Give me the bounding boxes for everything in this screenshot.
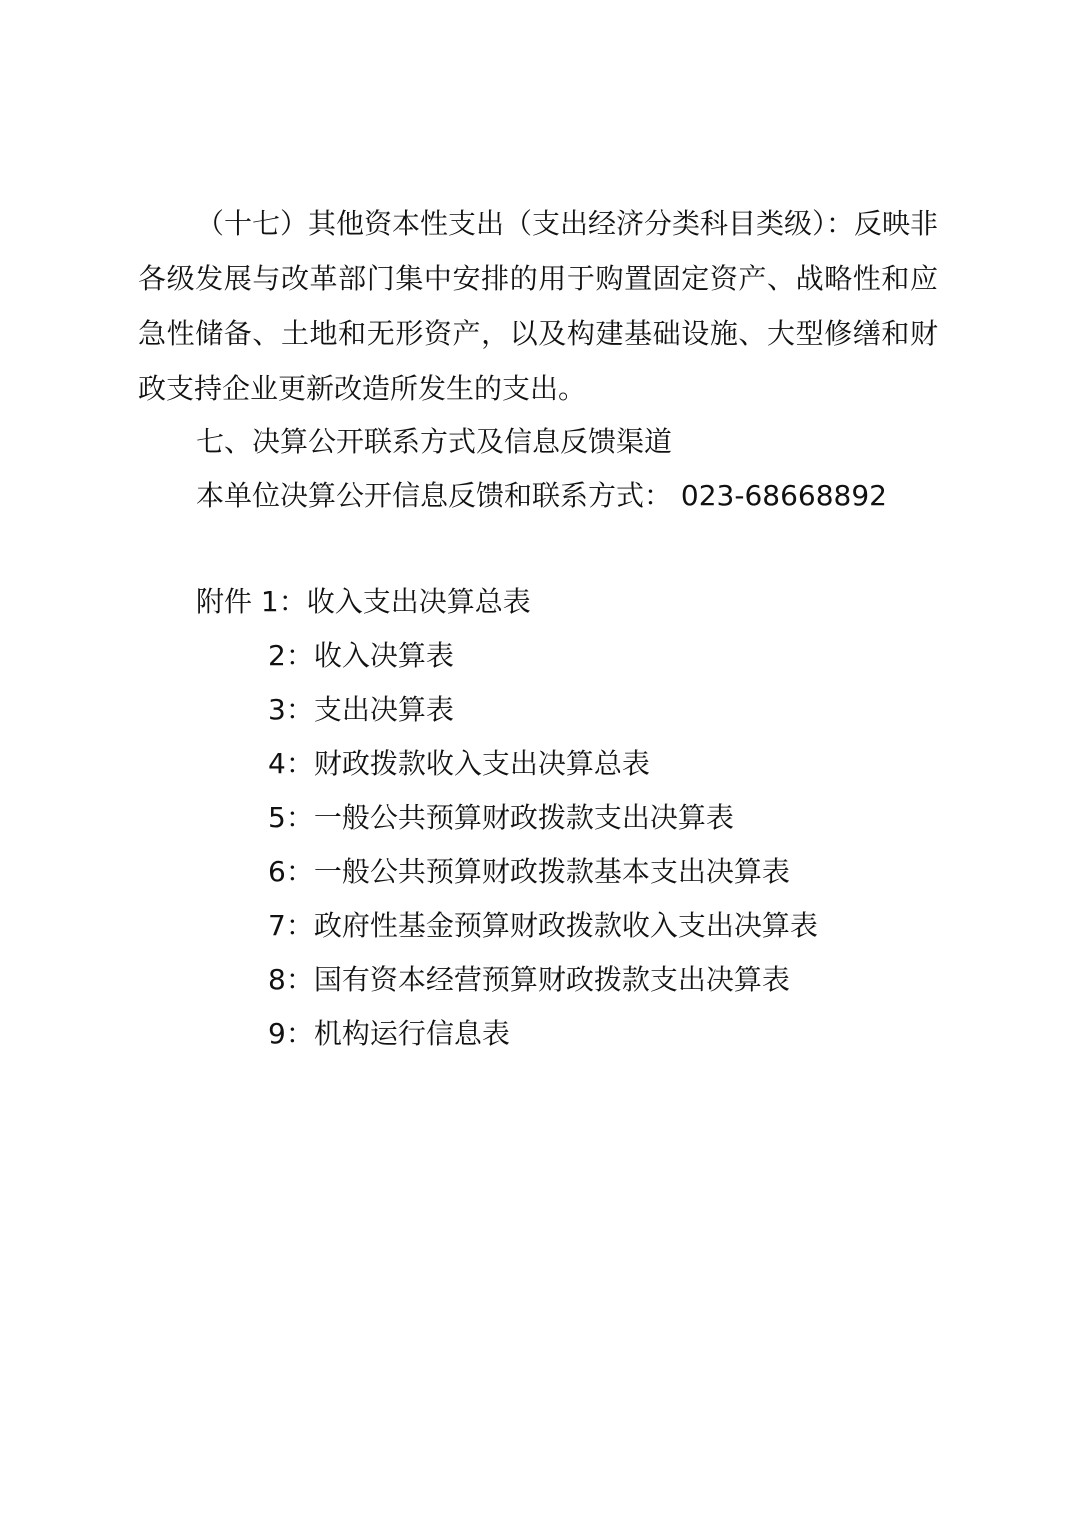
attachment-item-9: 9：机构运行信息表 xyxy=(268,1017,510,1050)
attachment-item-5: 5：一般公共预算财政拨款支出决算表 xyxy=(268,801,734,834)
paragraph-other-capital-expenditure: （十七）其他资本性支出（支出经济分类科目类级）：反映非各级发展与改革部门集中安排的用于购置固定资产、战略性和应急性储备、土地和无形资产，以及构建基础设施、大型修缮和财政支持企业更新改造所发生的支出。 xyxy=(138,207,939,405)
contact-line: 本单位决算公开信息反馈和联系方式： 023-68668892 xyxy=(196,479,887,512)
attachment-item-8: 8：国有资本经营预算财政拨款支出决算表 xyxy=(268,963,790,996)
section-heading-contact: 七、决算公开联系方式及信息反馈渠道 xyxy=(196,425,673,458)
attachment-item-6: 6：一般公共预算财政拨款基本支出决算表 xyxy=(268,855,790,888)
attachment-item-2: 2：收入决算表 xyxy=(268,639,454,672)
attachment-item-3: 3：支出决算表 xyxy=(268,693,454,726)
attachment-item-7: 7：政府性基金预算财政拨款收入支出决算表 xyxy=(268,909,818,942)
attachment-item-1: 附件 1：收入支出决算总表 xyxy=(196,585,531,618)
attachment-item-4: 4：财政拨款收入支出决算总表 xyxy=(268,747,650,780)
